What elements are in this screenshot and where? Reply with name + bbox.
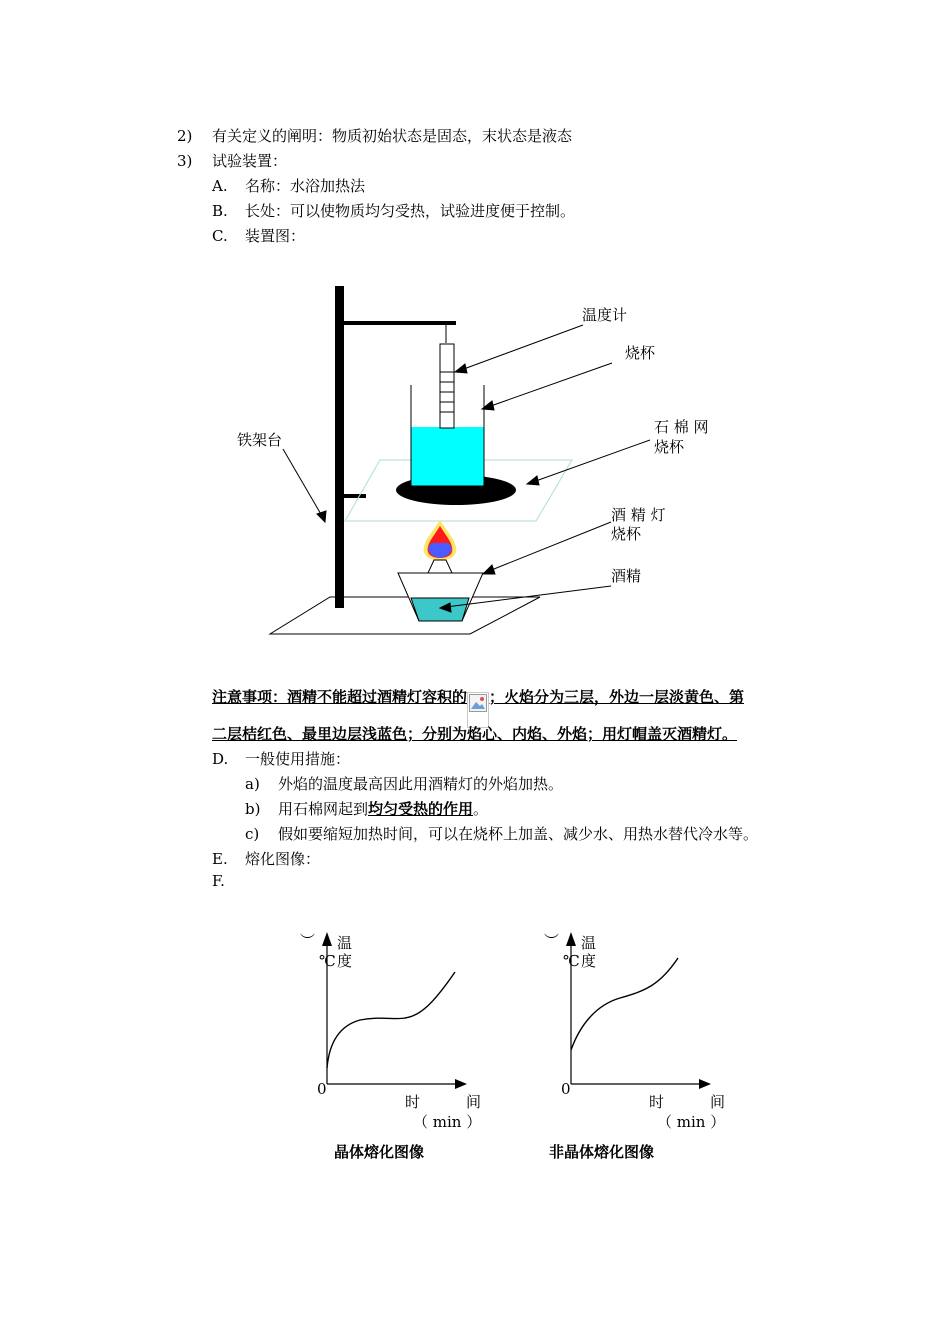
note-line-1 [212, 687, 744, 728]
noncrystal-y-unit: ℃ [563, 952, 580, 970]
crystal-curve [327, 972, 455, 1068]
crystal-x-label-2: 间 [466, 1093, 482, 1111]
item-e-text: 熔化图像： [245, 850, 321, 868]
item-c-number: C. [212, 227, 228, 245]
thermometer [440, 344, 454, 428]
caption-crystal: 晶体熔化图像 [334, 1143, 425, 1161]
crystal-y-unit-paren: ︶ [300, 932, 316, 950]
noncrystal-x-unit: （ min ） [657, 1113, 726, 1131]
arrow-lamp [489, 522, 611, 571]
measure-a-number: a) [245, 775, 260, 793]
stand-rod [335, 286, 344, 608]
label-alcohol: 酒精 [611, 567, 642, 585]
caption-noncrystal: 非晶体熔化图像 [549, 1143, 655, 1161]
measure-a-text: 外焰的温度最高因此用酒精灯的外焰加热。 [278, 775, 564, 793]
ring-clamp [340, 494, 366, 498]
item-2-number: 2) [177, 127, 193, 145]
label-asbestos-net-beaker: 烧杯 [654, 438, 685, 456]
crystal-x-arrow [455, 1079, 467, 1089]
label-iron-stand: 铁架台 [237, 431, 283, 449]
label-thermometer: 温度计 [582, 306, 628, 324]
arrow-thermometer [461, 325, 583, 370]
noncrystal-y-unit-paren: ︶ [544, 932, 560, 950]
measure-c-text: 假如要缩短加热时间，可以在烧杯上加盖、减少水、用热水替代冷水等。 [278, 825, 759, 843]
broken-image-icon [469, 694, 487, 712]
crystal-x-unit: （ min ） [413, 1113, 482, 1131]
crystal-y-label-2: 度 [337, 952, 353, 970]
measure-b-post: 。 [473, 800, 489, 818]
crystal-origin: 0 [317, 1080, 327, 1098]
item-d-text: 一般使用措施： [245, 750, 351, 768]
item-3-text: 试验装置： [212, 152, 288, 170]
measure-b-pre: 用石棉网起到 [278, 800, 369, 818]
item-a-text: 名称：水浴加热法 [245, 177, 366, 195]
apparatus-diagram [0, 0, 950, 660]
note-text-2: ；火焰分为三层，外边一层淡黄色、第 [489, 688, 745, 706]
item-d-number: D. [212, 750, 229, 768]
crystal-y-label-1: 温 [337, 934, 353, 952]
item-c-text: 装置图： [245, 227, 306, 245]
lamp-alcohol-liquid [411, 598, 469, 621]
note-text-1: 注意事项：酒精不能超过酒精灯容积的 [212, 688, 468, 706]
noncrystal-x-arrow [699, 1079, 711, 1089]
beaker-water [411, 427, 484, 486]
stand-base [270, 597, 540, 634]
note-line-2: 二层桔红色、最里边层浅蓝色；分别为焰心、内焰、外焰；用灯帽盖灭酒精灯。 [212, 725, 738, 743]
noncrystal-origin: 0 [561, 1080, 571, 1098]
measure-b-emphasis: 均匀受热的作用 [368, 800, 474, 818]
label-alcohol-lamp: 酒 精 灯 [611, 506, 666, 524]
arrow-asbestos [533, 440, 650, 482]
crystal-x-label-1: 时 [405, 1093, 421, 1111]
crystal-y-unit: ℃ [319, 952, 336, 970]
label-alcohol-lamp-beaker: 烧杯 [611, 525, 642, 543]
measure-b-number: b) [245, 800, 261, 818]
measure-b-text [278, 799, 488, 819]
label-beaker: 烧杯 [625, 344, 656, 362]
item-b-number: B. [212, 202, 228, 220]
noncrystal-curve [571, 958, 678, 1050]
noncrystal-x-label-1: 时 [649, 1093, 665, 1111]
item-b-text: 长处：可以使物质均匀受热，试验进度便于控制。 [245, 202, 576, 220]
measure-c-number: c) [245, 825, 260, 843]
label-asbestos-net: 石 棉 网 [654, 418, 709, 436]
melting-graphs [0, 920, 950, 1150]
noncrystal-y-label-2: 度 [581, 952, 597, 970]
item-a-number: A. [212, 177, 228, 195]
item-e-number: E. [212, 850, 228, 868]
lamp-wick [428, 560, 452, 573]
noncrystal-y-arrow [566, 932, 576, 946]
item-2-text: 有关定义的阐明：物质初始状态是固态，末状态是液态 [212, 127, 573, 145]
arrow-stand [283, 449, 322, 516]
item-f-number: F. [212, 872, 225, 890]
item-3-number: 3) [177, 152, 193, 170]
fraction-image-placeholder [467, 692, 489, 728]
stand-arm [340, 321, 456, 325]
noncrystal-y-label-1: 温 [581, 934, 597, 952]
arrow-beaker [488, 363, 612, 407]
crystal-y-arrow [322, 932, 332, 946]
noncrystal-x-label-2: 间 [710, 1093, 726, 1111]
